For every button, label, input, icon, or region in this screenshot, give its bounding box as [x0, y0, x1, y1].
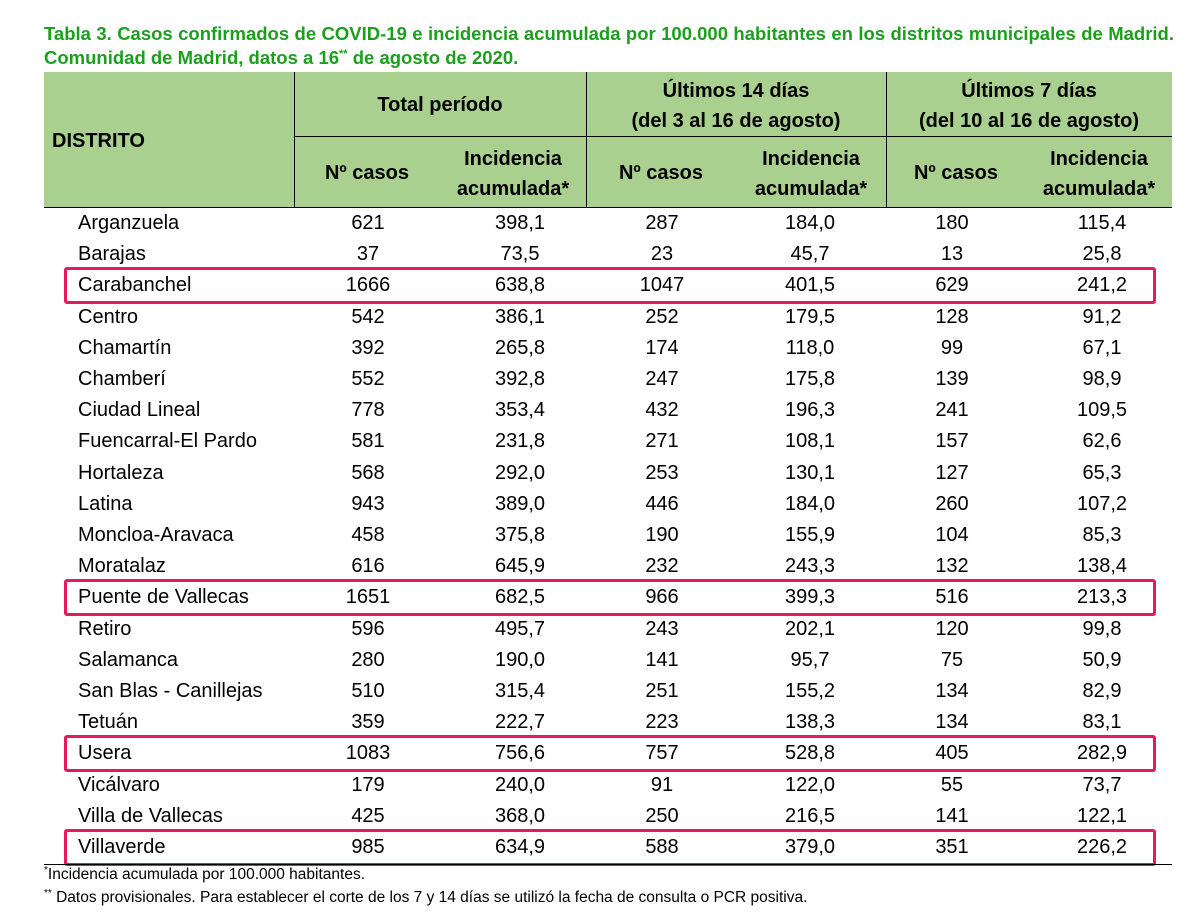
cell-incidencia-14: 528,8 — [784, 742, 836, 764]
cell-casos-14: 174 — [645, 337, 679, 359]
cell-incidencia-7: 50,9 — [1082, 649, 1122, 671]
cell-casos-7: 99 — [940, 337, 964, 359]
cell-incidencia-14: 155,2 — [784, 680, 836, 702]
cell-distrito: Usera — [78, 742, 132, 764]
cell-casos-total: 1083 — [345, 742, 391, 764]
cell-casos-14: 1047 — [639, 274, 685, 296]
cell-casos-14: 588 — [645, 836, 679, 858]
cell-incidencia-14: 175,8 — [784, 368, 836, 390]
header-casos-14: Nº casos — [618, 162, 703, 184]
cell-incidencia-total: 638,8 — [494, 274, 546, 296]
cell-incidencia-7: 99,8 — [1082, 618, 1122, 640]
cell-casos-14: 966 — [645, 586, 679, 608]
cell-distrito: Tetuán — [78, 711, 139, 733]
cell-casos-total: 542 — [351, 306, 385, 328]
row-highlight-box — [64, 579, 1156, 616]
header-incidencia-14: Incidencia acumulada* — [754, 148, 868, 200]
cell-casos-total: 1651 — [345, 586, 391, 608]
cell-incidencia-total: 392,8 — [494, 368, 546, 390]
cell-incidencia-14: 179,5 — [784, 306, 836, 328]
cell-incidencia-total: 73,5 — [500, 243, 540, 265]
cell-distrito: Chamberí — [78, 368, 166, 390]
cell-casos-14: 232 — [645, 555, 679, 577]
cell-casos-7: 180 — [935, 212, 969, 234]
cell-incidencia-7: 85,3 — [1082, 524, 1122, 546]
cell-incidencia-14: 196,3 — [784, 399, 836, 421]
table-row — [44, 426, 1172, 457]
cell-incidencia-total: 231,8 — [494, 430, 546, 452]
cell-casos-14: 251 — [645, 680, 679, 702]
cell-incidencia-total: 398,1 — [494, 212, 546, 234]
cell-incidencia-total: 375,8 — [494, 524, 546, 546]
cell-casos-total: 596 — [351, 618, 385, 640]
cell-incidencia-total: 386,1 — [494, 306, 546, 328]
cell-incidencia-7: 109,5 — [1076, 399, 1128, 421]
cell-casos-total: 616 — [351, 555, 385, 577]
cell-incidencia-7: 62,6 — [1082, 430, 1122, 452]
header-divider — [586, 136, 1172, 137]
table-header — [44, 72, 1172, 208]
cell-distrito: Villa de Vallecas — [78, 805, 223, 827]
cell-incidencia-14: 95,7 — [790, 649, 830, 671]
cell-incidencia-14: 184,0 — [784, 493, 836, 515]
cell-incidencia-7: 107,2 — [1076, 493, 1128, 515]
cell-incidencia-7: 226,2 — [1076, 836, 1128, 858]
cell-casos-7: 260 — [935, 493, 969, 515]
row-highlight-box — [64, 735, 1156, 772]
cell-incidencia-7: 25,8 — [1082, 243, 1122, 265]
cell-incidencia-total: 222,7 — [494, 711, 546, 733]
cell-distrito: Hortaleza — [78, 462, 164, 484]
cell-casos-total: 425 — [351, 805, 385, 827]
cell-casos-total: 359 — [351, 711, 385, 733]
cell-casos-14: 247 — [645, 368, 679, 390]
cell-incidencia-14: 138,3 — [784, 711, 836, 733]
cell-incidencia-14: 118,0 — [785, 337, 835, 359]
cell-incidencia-7: 73,7 — [1082, 774, 1122, 796]
cell-casos-7: 141 — [935, 805, 969, 827]
table-row — [44, 770, 1172, 801]
cell-distrito: Ciudad Lineal — [78, 399, 201, 421]
cell-incidencia-14: 184,0 — [784, 212, 836, 234]
cell-casos-14: 250 — [645, 805, 679, 827]
table-row — [44, 707, 1172, 738]
cell-casos-total: 392 — [351, 337, 385, 359]
cell-incidencia-7: 91,2 — [1082, 306, 1122, 328]
cell-incidencia-7: 122,1 — [1076, 805, 1128, 827]
row-highlight-box — [64, 267, 1156, 304]
cell-incidencia-14: 243,3 — [784, 555, 836, 577]
cell-casos-7: 104 — [935, 524, 969, 546]
header-casos-total: Nº casos — [324, 162, 409, 184]
cell-casos-7: 132 — [935, 555, 969, 577]
table-row — [44, 801, 1172, 832]
cell-distrito: Villaverde — [78, 836, 166, 858]
cell-casos-total: 568 — [351, 462, 385, 484]
cell-incidencia-7: 282,9 — [1076, 742, 1128, 764]
header-divider — [294, 136, 586, 137]
table-row — [44, 551, 1172, 582]
table-row — [44, 520, 1172, 551]
cell-casos-total: 552 — [351, 368, 385, 390]
cell-incidencia-total: 645,9 — [494, 555, 546, 577]
cell-casos-7: 13 — [940, 243, 964, 265]
cell-incidencia-7: 65,3 — [1082, 462, 1122, 484]
cell-casos-14: 757 — [645, 742, 679, 764]
cell-casos-7: 516 — [935, 586, 969, 608]
table-row — [44, 676, 1172, 707]
cell-casos-14: 23 — [650, 243, 674, 265]
cell-casos-7: 127 — [935, 462, 969, 484]
footnote-2: ** Datos provisionales. Para establecer el corte de los 7 y 14 días se utilizó la fecha de consulta o PCR positiva. — [44, 887, 808, 906]
cell-distrito: San Blas - Canillejas — [78, 680, 263, 702]
cell-incidencia-total: 292,0 — [494, 462, 546, 484]
cell-casos-7: 75 — [940, 649, 964, 671]
cell-distrito: Retiro — [78, 618, 132, 640]
header-col-divider — [294, 72, 295, 208]
cell-incidencia-7: 67,1 — [1082, 337, 1122, 359]
cell-casos-7: 157 — [935, 430, 969, 452]
cell-casos-7: 134 — [935, 680, 969, 702]
cell-casos-14: 190 — [645, 524, 679, 546]
cell-casos-7: 120 — [935, 618, 969, 640]
header-7-dias-range: (del 10 al 16 de agosto) — [918, 110, 1140, 132]
table-row — [44, 208, 1172, 239]
cell-incidencia-7: 82,9 — [1082, 680, 1122, 702]
header-col-divider — [586, 72, 587, 208]
header-col-divider — [886, 72, 887, 208]
cell-casos-14: 243 — [645, 618, 679, 640]
cell-distrito: Puente de Vallecas — [78, 586, 249, 608]
header-incidencia-7: Incidencia acumulada* — [1042, 148, 1156, 200]
cell-casos-total: 943 — [351, 493, 385, 515]
cell-casos-7: 134 — [935, 711, 969, 733]
cell-casos-14: 446 — [645, 493, 679, 515]
cell-incidencia-total: 190,0 — [494, 649, 546, 671]
cell-distrito: Salamanca — [78, 649, 179, 671]
cell-casos-total: 1666 — [345, 274, 391, 296]
title-superscript: ** — [339, 47, 348, 60]
cell-casos-14: 271 — [645, 430, 679, 452]
table-title — [44, 22, 1174, 70]
cell-casos-total: 458 — [351, 524, 385, 546]
cell-incidencia-14: 379,0 — [784, 836, 836, 858]
cell-casos-14: 141 — [645, 649, 679, 671]
table-row — [44, 614, 1172, 645]
header-casos-7: Nº casos — [913, 162, 998, 184]
cell-casos-total: 581 — [351, 430, 385, 452]
cell-incidencia-14: 401,5 — [784, 274, 836, 296]
cell-casos-total: 778 — [351, 399, 385, 421]
header-total-periodo: Total período — [377, 94, 503, 116]
cell-incidencia-7: 98,9 — [1082, 368, 1122, 390]
header-7-dias: Últimos 7 días — [961, 80, 1097, 102]
table-row — [44, 395, 1172, 426]
cell-distrito: Latina — [78, 493, 133, 515]
cell-incidencia-14: 155,9 — [784, 524, 836, 546]
cell-incidencia-14: 216,5 — [784, 805, 836, 827]
cell-distrito: Arganzuela — [78, 212, 180, 234]
cell-incidencia-total: 353,4 — [494, 399, 546, 421]
cell-casos-total: 179 — [351, 774, 385, 796]
cell-casos-14: 223 — [645, 711, 679, 733]
cell-incidencia-7: 213,3 — [1076, 586, 1128, 608]
cell-incidencia-total: 682,5 — [494, 586, 546, 608]
table-row — [44, 333, 1172, 364]
cell-incidencia-total: 315,4 — [494, 680, 546, 702]
cell-casos-14: 432 — [645, 399, 679, 421]
cell-incidencia-14: 108,1 — [784, 430, 836, 452]
footnote-1: *Incidencia acumulada por 100.000 habitantes. — [44, 864, 366, 883]
table-row — [44, 364, 1172, 395]
cell-incidencia-14: 399,3 — [784, 586, 836, 608]
cell-casos-7: 128 — [935, 306, 969, 328]
cell-casos-7: 139 — [935, 368, 969, 390]
header-incidencia-total: Incidencia acumulada* — [456, 148, 570, 200]
cell-incidencia-total: 368,0 — [494, 805, 546, 827]
cell-casos-14: 252 — [645, 306, 679, 328]
cell-casos-14: 287 — [645, 212, 679, 234]
cell-casos-total: 280 — [351, 649, 385, 671]
cell-incidencia-total: 495,7 — [494, 618, 546, 640]
cell-casos-7: 351 — [935, 836, 969, 858]
cell-incidencia-14: 130,1 — [784, 462, 836, 484]
cell-distrito: Carabanchel — [78, 274, 192, 296]
table-row — [44, 239, 1172, 270]
cell-distrito: Moratalaz — [78, 555, 166, 577]
table-row — [44, 489, 1172, 520]
cell-casos-7: 629 — [935, 274, 969, 296]
cell-casos-total: 985 — [351, 836, 385, 858]
cell-incidencia-total: 240,0 — [494, 774, 546, 796]
title-text: Tabla 3. Casos confirmados de COVID-19 e incidencia acumulada por 100.000 habitantes en los distritos municipales de Madrid. Comunidad de Madrid, datos a 16 — [44, 23, 1174, 68]
cell-casos-total: 37 — [356, 243, 380, 265]
table-row — [44, 645, 1172, 676]
cell-casos-total: 510 — [351, 680, 385, 702]
cell-casos-total: 621 — [351, 212, 385, 234]
row-highlight-box — [64, 829, 1156, 866]
cell-casos-14: 91 — [650, 774, 674, 796]
header-14-dias-range: (del 3 al 16 de agosto) — [631, 110, 841, 132]
cell-incidencia-total: 265,8 — [494, 337, 546, 359]
cell-incidencia-14: 45,7 — [790, 243, 830, 265]
cell-incidencia-7: 115,4 — [1077, 212, 1127, 234]
cell-distrito: Fuencarral-El Pardo — [78, 430, 257, 452]
cell-casos-7: 405 — [935, 742, 969, 764]
cell-incidencia-7: 138,4 — [1076, 555, 1128, 577]
table-row — [44, 302, 1172, 333]
cell-distrito: Barajas — [78, 243, 146, 265]
cell-incidencia-14: 202,1 — [784, 618, 836, 640]
cell-incidencia-7: 83,1 — [1082, 711, 1122, 733]
cell-incidencia-total: 389,0 — [494, 493, 546, 515]
title-text-end: de agosto de 2020. — [347, 47, 519, 68]
cell-distrito: Centro — [78, 306, 139, 328]
cell-distrito: Moncloa-Aravaca — [78, 524, 234, 546]
header-distrito: DISTRITO — [52, 130, 145, 152]
cell-casos-7: 241 — [935, 399, 969, 421]
cell-incidencia-total: 634,9 — [494, 836, 546, 858]
table-row — [44, 458, 1172, 489]
cell-distrito: Vicálvaro — [78, 774, 160, 796]
cell-incidencia-14: 122,0 — [784, 774, 836, 796]
cell-incidencia-total: 756,6 — [494, 742, 546, 764]
cell-incidencia-7: 241,2 — [1076, 274, 1128, 296]
cell-casos-7: 55 — [940, 774, 964, 796]
cell-casos-14: 253 — [645, 462, 679, 484]
header-14-dias: Últimos 14 días — [662, 80, 810, 102]
cell-distrito: Chamartín — [78, 337, 172, 359]
